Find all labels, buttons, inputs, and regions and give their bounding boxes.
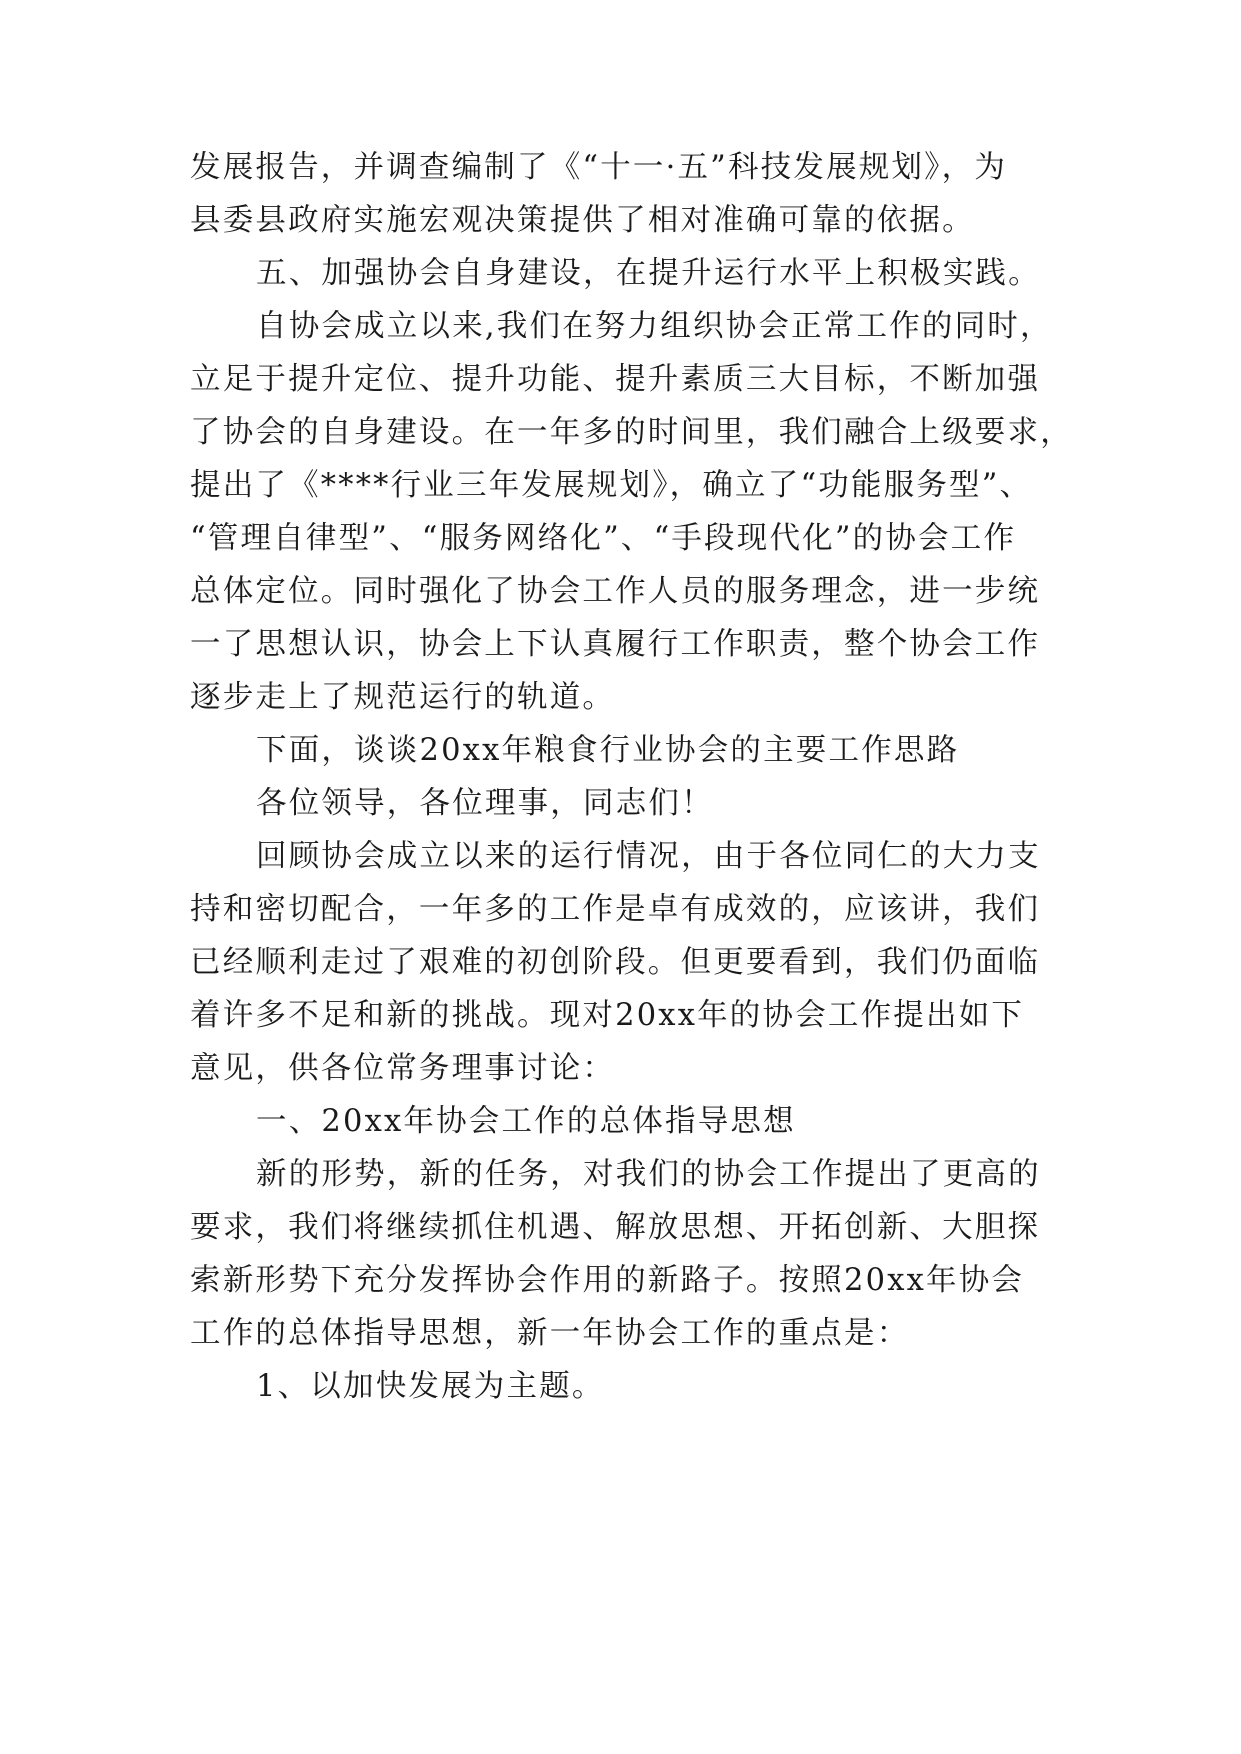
text-line: 发展报告，并调查编制了《“十一·五”科技发展规划》，为 [190,150,1008,185]
text-line: 要求，我们将继续抓住机遇、解放思想、开拓创新、大胆探 [190,1210,1041,1245]
text-line: 索新形势下充分发挥协会作用的新路子。按照20xx年协会 [190,1263,1025,1298]
text-line: “管理自律型”、“服务网络化”、“手段现代化”的协会工作 [190,521,1017,556]
text-line: 持和密切配合，一年多的工作是卓有成效的，应该讲，我们 [190,892,1041,927]
text-line: 下面，谈谈20xx年粮食行业协会的主要工作思路 [256,733,960,768]
text-line: 意见，供各位常务理事讨论： [190,1051,616,1086]
text-line: 自协会成立以来,我们在努力组织协会正常工作的同时， [256,309,1053,344]
section-heading: 一、20xx年协会工作的总体指导思想 [256,1104,796,1139]
text-line: 县委县政府实施宏观决策提供了相对准确可靠的依据。 [190,203,975,238]
text-line: 已经顺利走过了艰难的初创阶段。但更要看到，我们仍面临 [190,945,1041,980]
text-line: 工作的总体指导思想，新一年协会工作的重点是： [190,1316,910,1351]
text-line: 回顾协会成立以来的运行情况，由于各位同仁的大力支 [256,839,1041,874]
text-line: 着许多不足和新的挑战。现对20xx年的协会工作提出如下 [190,998,1025,1033]
section-heading: 五、加强协会自身建设，在提升运行水平上积极实践。 [256,256,1041,291]
text-line: 立足于提升定位、提升功能、提升素质三大目标，不断加强 [190,362,1041,397]
text-line: 总体定位。同时强化了协会工作人员的服务理念，进一步统 [190,574,1041,609]
text-line: 一了思想认识，协会上下认真履行工作职责，整个协会工作 [190,627,1041,662]
text-line: 提出了《****行业三年发展规划》，确立了“功能服务型”、 [190,468,1033,503]
text-line: 逐步走上了规范运行的轨道。 [190,680,616,715]
text-line: 了协会的自身建设。在一年多的时间里，我们融合上级要求， [190,415,1073,450]
text-line: 新的形势，新的任务，对我们的协会工作提出了更高的 [256,1157,1041,1192]
list-item: 1、以加快发展为主题。 [256,1369,605,1404]
salutation: 各位领导，各位理事，同志们！ [256,786,714,821]
